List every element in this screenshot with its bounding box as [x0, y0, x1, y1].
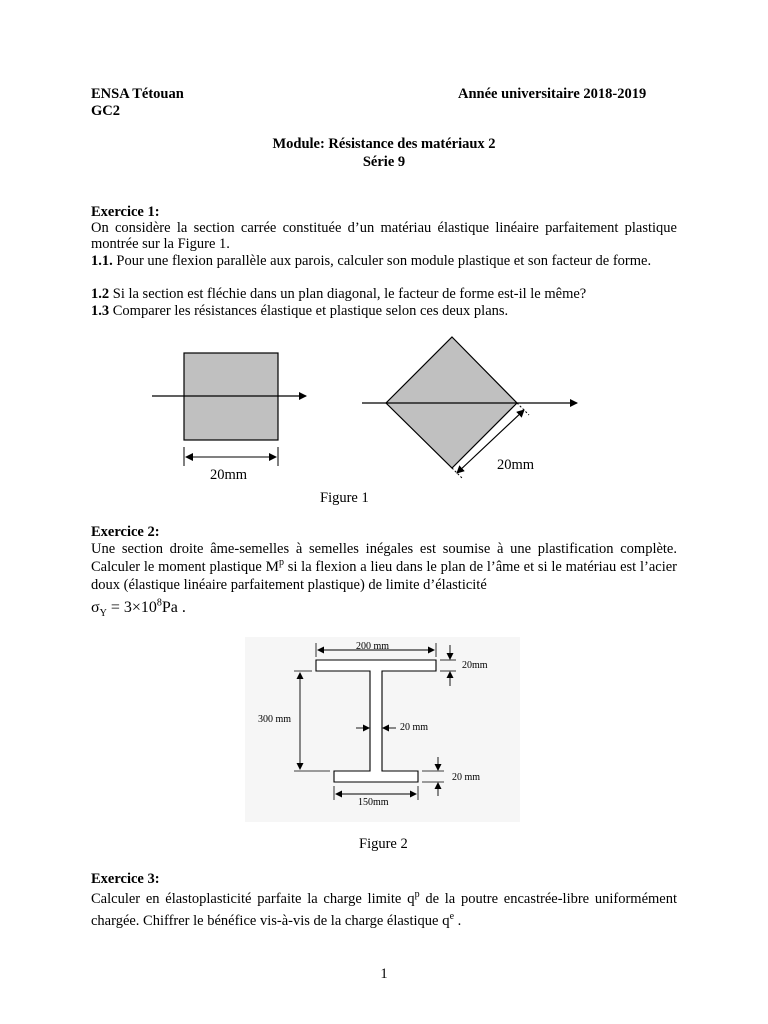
- q3-text: Comparer les résistances élastique et plastique selon ces deux plans.: [112, 303, 509, 319]
- exercise-1-intro: On considère la section carrée constituée d’un matériau élastique linéaire parfaitement plastique montrée sur la Figure 1.: [91, 220, 677, 253]
- bottom-width-label: 150mm: [358, 797, 389, 808]
- formula-rest: = 3×10: [106, 599, 157, 616]
- qe-sup: e: [449, 911, 455, 922]
- top-width-label: 200 mm: [356, 641, 390, 652]
- ex3-text-c: .: [454, 913, 462, 929]
- figure-1-caption: Figure 1: [320, 490, 369, 506]
- page-number: 1: [380, 966, 388, 982]
- q3-number: 1.3: [91, 303, 110, 319]
- sigma-sub: Y: [99, 608, 107, 620]
- class-name: GC2: [91, 103, 120, 119]
- ex3-text-b: de la poutre encastrée-libre uniformément chargée. Chiffrer le bénéfice vis-à-vis de la charge élastique: [91, 891, 677, 929]
- serie-title: Série 9: [362, 154, 406, 170]
- qe-symbol: [442, 913, 454, 929]
- ex3-text-a: Calculer en élastoplasticité parfaite la charge limite: [91, 891, 408, 907]
- qp-sup: p: [414, 889, 420, 900]
- q1-number: 1.1.: [91, 253, 113, 269]
- qp-sym: q: [407, 891, 415, 907]
- exercise-2-title: Exercice 2:: [91, 524, 160, 540]
- ex2-text-b: si la flexion a lieu dans le plan de l’âme et si le matériau est l’acier doux (élastique linéaire parfaitement plastique) de limite d’élasticité: [91, 559, 677, 593]
- qe-sym: q: [442, 913, 450, 929]
- figure-2-caption: Figure 2: [359, 836, 408, 852]
- exercise-3-text: [91, 888, 677, 932]
- exercise-3-title: Exercice 3:: [91, 871, 160, 887]
- module-title: Module: Résistance des matériaux 2: [272, 136, 496, 152]
- web-label: 20 mm: [400, 722, 429, 733]
- m-sym: M: [265, 559, 279, 575]
- qp-symbol: [407, 891, 420, 907]
- top-thickness-label: 20mm: [462, 660, 488, 671]
- height-label: 300 mm: [258, 714, 292, 725]
- sigma-symbol: σ: [91, 599, 100, 616]
- diamond-dimension-label: 20mm: [497, 457, 535, 473]
- formula-unit: Pa .: [161, 599, 186, 616]
- formula-exp: 8: [156, 597, 162, 609]
- square-dimension-label: 20mm: [210, 467, 248, 483]
- bottom-thickness-label: 20 mm: [452, 772, 481, 783]
- academic-year: Année universitaire 2018-2019: [458, 86, 647, 102]
- q1-text: Pour une flexion parallèle aux parois, calculer son module plastique et son facteur de forme.: [116, 253, 652, 269]
- ex2-text-a: Une section droite âme-semelles à semelles inégales est soumise à une plastification complète. Calculer le moment plastique: [91, 541, 677, 575]
- m-sup: p: [278, 557, 284, 568]
- exercise-1-title: Exercice 1:: [91, 204, 160, 220]
- q2-text: Si la section est fléchie dans un plan diagonal, le facteur de forme est-il le même?: [112, 286, 587, 302]
- school-name: ENSA Tétouan: [91, 86, 184, 102]
- q2-number: 1.2: [91, 286, 110, 302]
